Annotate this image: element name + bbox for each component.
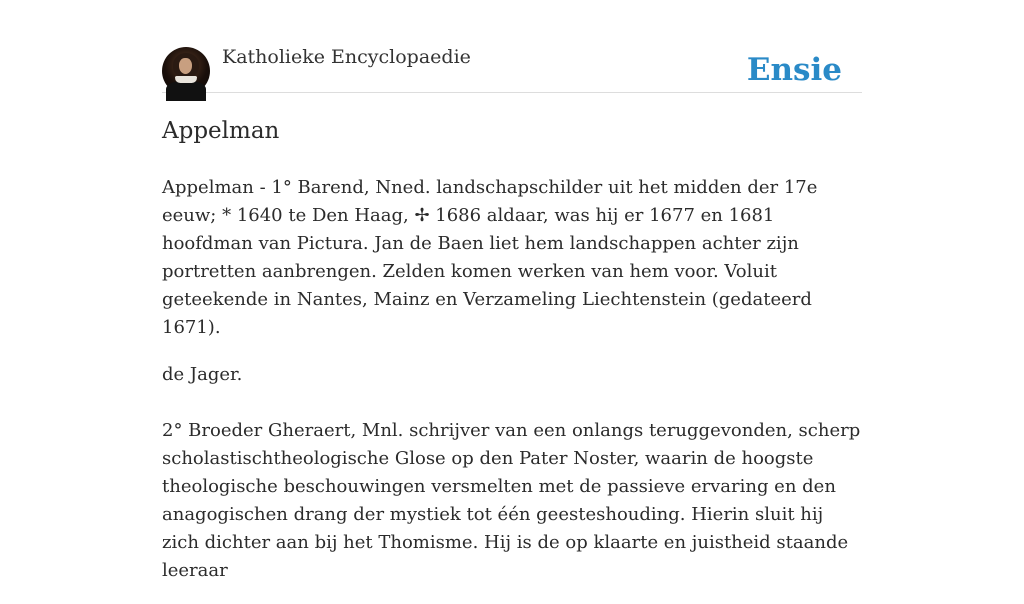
site-logo-avatar[interactable] bbox=[162, 47, 210, 95]
brand-logo-link[interactable]: Ensie bbox=[746, 52, 842, 88]
avatar-face bbox=[179, 58, 192, 74]
article-content bbox=[162, 114, 862, 604]
article-paragraph-author: de Jager. bbox=[162, 364, 243, 385]
site-name-link[interactable]: Katholieke Encyclopaedie bbox=[222, 46, 471, 68]
article-title: Appelman bbox=[162, 118, 280, 144]
article-paragraph-2: 2° Broeder Gheraert, Mnl. schrijver van een onlangs teruggevonden, scherp scholastischtheologische Glose op den Pater Noster, waarin de hoogste theologische beschouwingen versmelten met de passieve ervaring en den anagogischen drang der mystiek tot één geesteshouding. Hierin sluit hij zich dichter aan bij het Thomisme. Hij is de op klaarte en juistheid staande leeraar bbox=[162, 420, 861, 581]
avatar-robe bbox=[166, 81, 206, 101]
avatar-collar bbox=[175, 76, 197, 83]
site-header bbox=[162, 44, 862, 93]
article-paragraph-1: Appelman - 1° Barend, Nned. landschapschilder uit het midden der 17e eeuw; * 1640 te Den Haag, ✢ 1686 aldaar, was hij er 1677 en 1681 hoofdman van Pictura. Jan de Baen liet hem landschappen achter zijn portretten aanbrengen. Zelden komen werken van hem voor. Voluit geteekende in Nantes, Mainz en Verzameling Liechtenstein (gedateerd 1671). bbox=[162, 177, 818, 338]
